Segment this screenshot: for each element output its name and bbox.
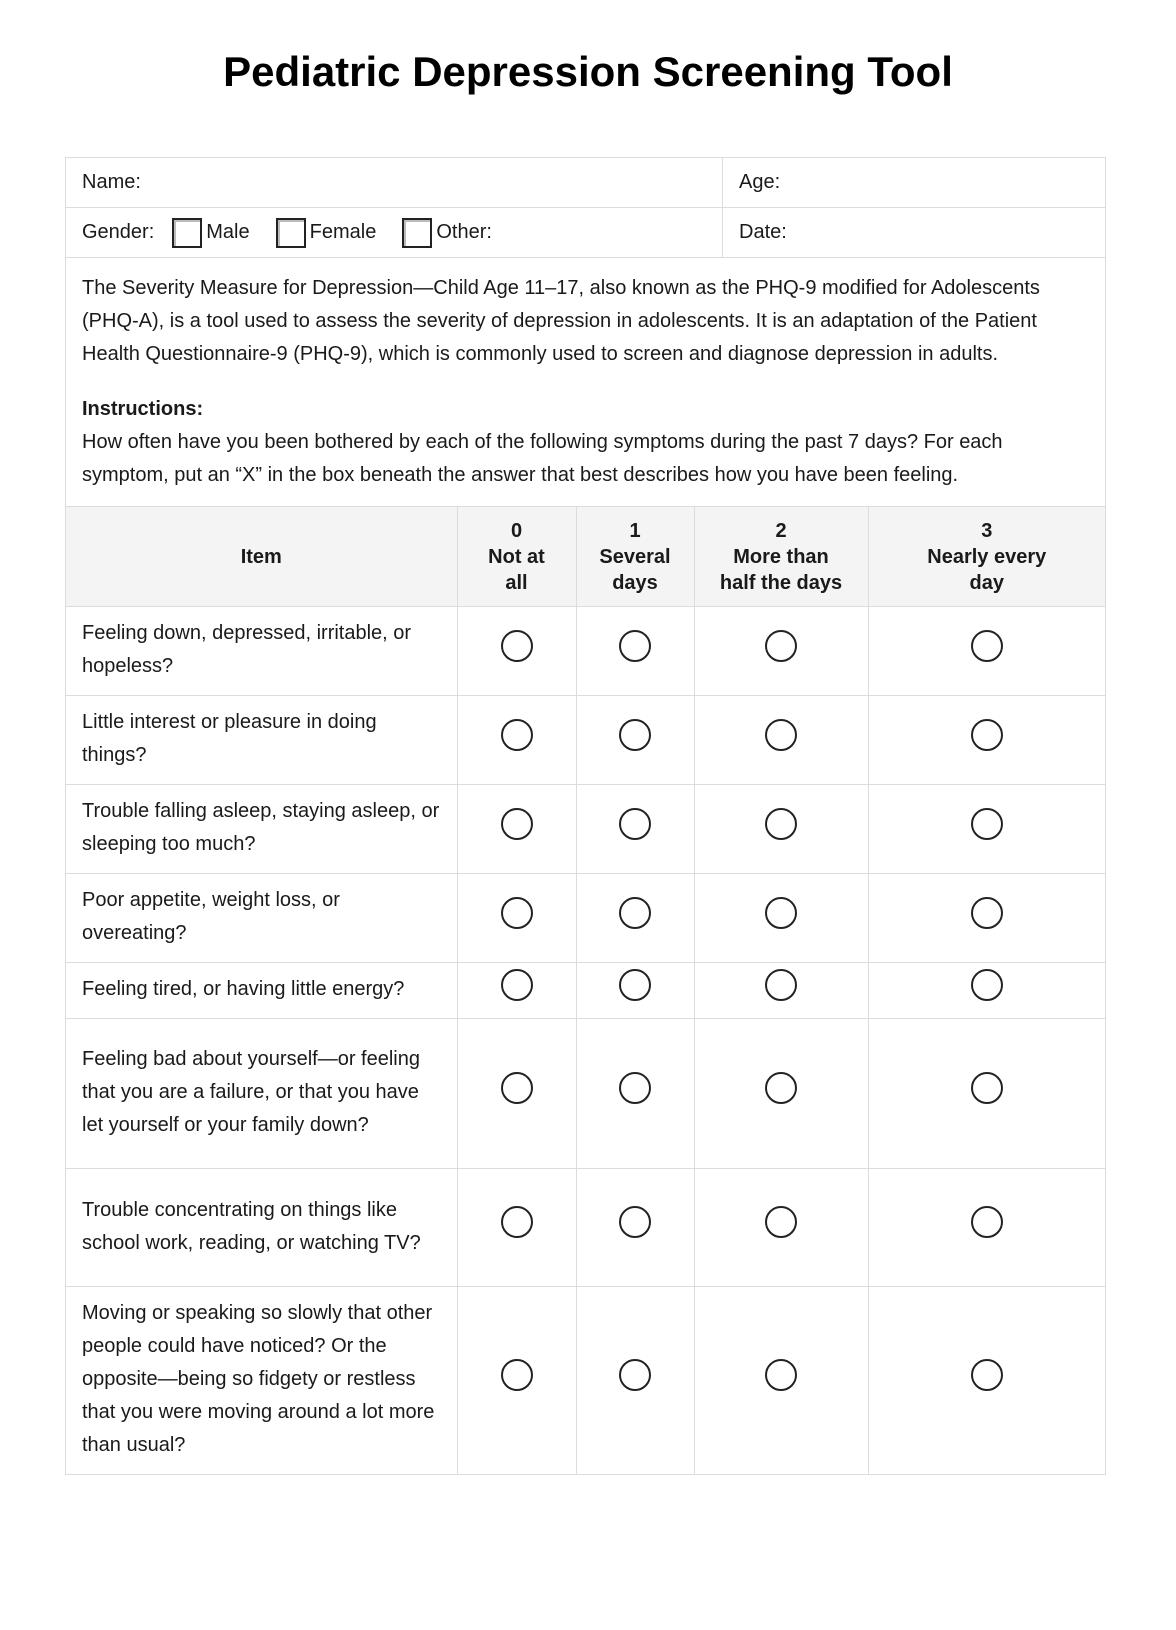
- table-row: [66, 963, 1105, 1019]
- female-label: Female: [309, 221, 377, 243]
- label-0a: Not at: [488, 545, 545, 568]
- radio-3[interactable]: [971, 1359, 1003, 1391]
- gender-option-male[interactable]: [172, 218, 249, 248]
- age-label: Age:: [739, 171, 781, 193]
- intro-section: [66, 258, 1105, 507]
- screening-form: [65, 157, 1106, 1475]
- radio-1[interactable]: [619, 897, 651, 929]
- radio-2[interactable]: [765, 1359, 797, 1391]
- other-label: Other:: [436, 221, 492, 243]
- item-text: Trouble concentrating on things like school work, reading, or watching TV?: [66, 1169, 457, 1287]
- item-text: Feeling down, depressed, irritable, or hopeless?: [66, 607, 457, 696]
- other-checkbox[interactable]: [402, 218, 432, 248]
- score-1: 1: [629, 519, 641, 542]
- radio-0[interactable]: [501, 1072, 533, 1104]
- radio-2[interactable]: [765, 719, 797, 751]
- instructions-heading: Instructions:: [82, 398, 204, 420]
- radio-1[interactable]: [619, 1206, 651, 1238]
- column-header-2: [694, 507, 868, 607]
- radio-0[interactable]: [501, 1206, 533, 1238]
- radio-3[interactable]: [971, 969, 1003, 1001]
- radio-2[interactable]: [765, 1072, 797, 1104]
- radio-1[interactable]: [619, 630, 651, 662]
- label-2b: half the days: [719, 571, 843, 594]
- radio-3[interactable]: [971, 1206, 1003, 1238]
- radio-0[interactable]: [501, 969, 533, 1001]
- name-age-row: [66, 158, 1105, 208]
- name-label: Name:: [82, 171, 141, 193]
- radio-3[interactable]: [971, 630, 1003, 662]
- radio-1[interactable]: [619, 808, 651, 840]
- item-text: Feeling bad about yourself—or feeling that you are a failure, or that you have let yourself or your family down?: [66, 1019, 457, 1169]
- page-title: Pediatric Depression Screening Tool: [223, 48, 953, 95]
- table-row: [66, 1019, 1105, 1169]
- score-2: 2: [775, 519, 787, 542]
- table-row: [66, 1287, 1105, 1475]
- radio-0[interactable]: [501, 719, 533, 751]
- female-checkbox[interactable]: [276, 218, 306, 248]
- date-field[interactable]: [723, 208, 1105, 257]
- item-text: Feeling tired, or having little energy?: [66, 963, 457, 1019]
- column-header-0: [457, 507, 576, 607]
- radio-1[interactable]: [619, 719, 651, 751]
- gender-date-row: [66, 208, 1105, 258]
- label-1a: Several: [599, 545, 671, 568]
- label-3a: Nearly every: [927, 545, 1047, 568]
- radio-3[interactable]: [971, 808, 1003, 840]
- table-row: [66, 607, 1105, 696]
- table-row: [66, 785, 1105, 874]
- item-text: Moving or speaking so slowly that other people could have noticed? Or the opposite—being so fidgety or restless that you were moving around a lot more than usual?: [66, 1287, 457, 1475]
- label-2a: More than: [733, 545, 829, 568]
- item-text: Little interest or pleasure in doing things?: [66, 696, 457, 785]
- date-label: Date:: [739, 221, 787, 243]
- radio-2[interactable]: [765, 808, 797, 840]
- radio-1[interactable]: [619, 969, 651, 1001]
- radio-3[interactable]: [971, 719, 1003, 751]
- symptom-table: [66, 507, 1105, 1474]
- male-checkbox[interactable]: [172, 218, 202, 248]
- radio-1[interactable]: [619, 1359, 651, 1391]
- radio-2[interactable]: [765, 897, 797, 929]
- label-0b: all: [505, 571, 528, 594]
- name-field[interactable]: [66, 158, 723, 207]
- table-row: [66, 1169, 1105, 1287]
- table-row: [66, 874, 1105, 963]
- radio-0[interactable]: [501, 808, 533, 840]
- description-text: The Severity Measure for Depression—Child Age 11–17, also known as the PHQ-9 modified for Adolescents (PHQ-A), is a tool used to assess the severity of depression in adolescents. It is an adaptation of the Patient Health Questionnaire-9 (PHQ-9), which is commonly used to screen and diagnose depression in adults.: [82, 277, 1040, 365]
- radio-0[interactable]: [501, 630, 533, 662]
- radio-2[interactable]: [765, 969, 797, 1001]
- radio-0[interactable]: [501, 1359, 533, 1391]
- column-header-3: [868, 507, 1105, 607]
- gender-option-other[interactable]: [402, 218, 492, 248]
- table-header-row: [66, 507, 1105, 607]
- gender-field: [66, 208, 723, 257]
- radio-3[interactable]: [971, 1072, 1003, 1104]
- radio-1[interactable]: [619, 1072, 651, 1104]
- table-row: [66, 696, 1105, 785]
- label-1b: days: [612, 571, 658, 594]
- radio-0[interactable]: [501, 897, 533, 929]
- item-text: Poor appetite, weight loss, or overeating?: [66, 874, 457, 963]
- item-text: Trouble falling asleep, staying asleep, or sleeping too much?: [66, 785, 457, 874]
- score-3: 3: [981, 519, 993, 542]
- gender-option-female[interactable]: [276, 218, 377, 248]
- instructions-text: How often have you been bothered by each of the following symptoms during the past 7 days? For each symptom, put an “X” in the box beneath the answer that best describes how you have been feeling.: [82, 431, 1003, 486]
- male-label: Male: [206, 221, 250, 243]
- column-header-1: [576, 507, 694, 607]
- item-header: Item: [66, 507, 457, 607]
- radio-2[interactable]: [765, 630, 797, 662]
- radio-3[interactable]: [971, 897, 1003, 929]
- gender-label: Gender:: [82, 221, 155, 243]
- radio-2[interactable]: [765, 1206, 797, 1238]
- age-field[interactable]: [723, 158, 1105, 207]
- score-0: 0: [510, 519, 523, 542]
- label-3b: day: [969, 571, 1004, 594]
